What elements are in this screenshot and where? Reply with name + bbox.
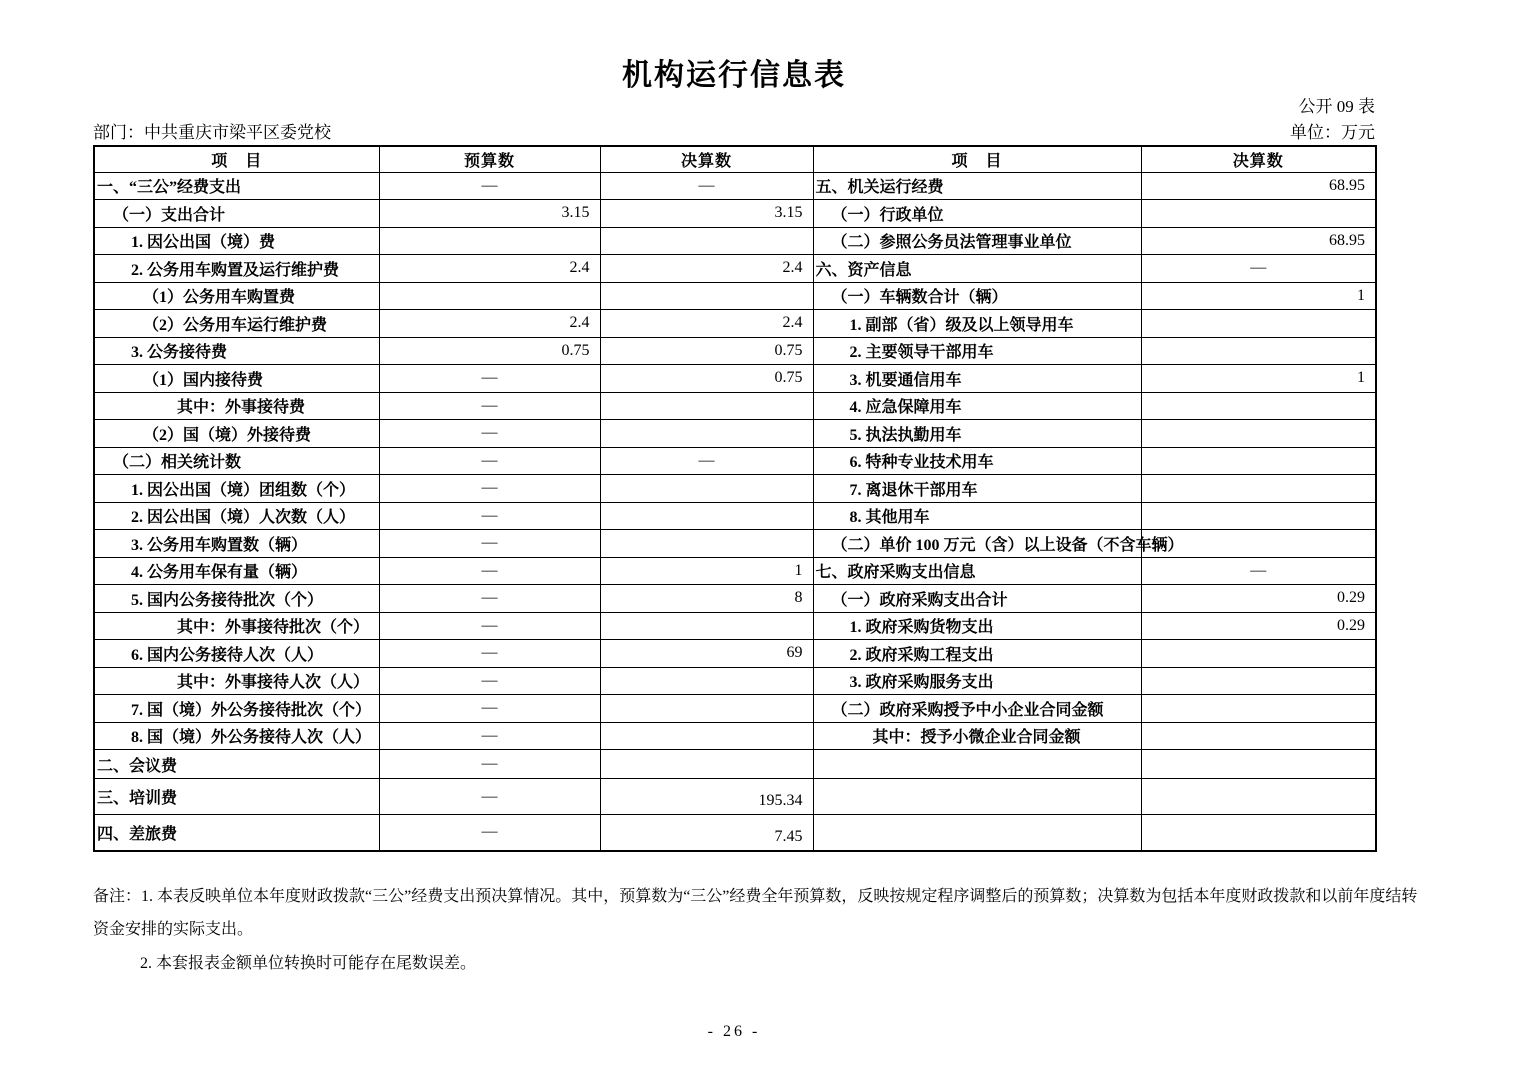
- item-cell-left: 1. 因公出国（境）费: [94, 227, 379, 255]
- table-row: [94, 557, 1376, 585]
- item-cell-right: （二）单价 100 万元（含）以上设备（不含车辆）: [813, 530, 1141, 558]
- final-value-cell-left: 2.4: [600, 255, 813, 283]
- item-cell-right: 5. 执法执勤用车: [813, 420, 1141, 448]
- final-value-cell-left: —: [600, 447, 813, 475]
- table-row: [94, 282, 1376, 310]
- item-cell-left: （1）公务用车购置费: [94, 282, 379, 310]
- item-cell-left: 8. 国（境）外公务接待人次（人）: [94, 722, 379, 750]
- table-row: [94, 779, 1376, 815]
- budget-value-cell: —: [379, 172, 600, 200]
- item-cell-left: 其中：外事接待批次（个）: [94, 612, 379, 640]
- note-line-3: 2. 本套报表金额单位转换时可能存在尾数误差。: [140, 955, 477, 972]
- unit-label: 单位：万元: [1290, 123, 1375, 142]
- header-row: [94, 146, 1376, 172]
- item-cell-left: （1）国内接待费: [94, 365, 379, 393]
- note-line-1: 备注：1. 本表反映单位本年度财政拨款“三公”经费支出预决算情况。其中，预算数为“三公”经费全年预算数，反映按规定程序调整后的预算数；决算数为包括本年度财政拨款和以前年度结转: [93, 888, 1418, 905]
- budget-value-cell: [379, 227, 600, 255]
- item-cell-right: [813, 815, 1141, 851]
- budget-value-cell: —: [379, 695, 600, 723]
- note-line-2: 资金安排的实际支出。: [93, 921, 254, 938]
- item-cell-right: 3. 机要通信用车: [813, 365, 1141, 393]
- item-cell-right: 其中：授予小微企业合同金额: [813, 722, 1141, 750]
- final-value-cell-right: [1141, 392, 1376, 420]
- table-row: [94, 667, 1376, 695]
- page-title: 机构运行信息表: [622, 59, 846, 92]
- item-cell-right: （二）政府采购授予中小企业合同金额: [813, 695, 1141, 723]
- item-cell-left: （2）国（境）外接待费: [94, 420, 379, 448]
- final-value-cell-left: 0.75: [600, 337, 813, 365]
- item-cell-right: [813, 750, 1141, 779]
- budget-value-cell: —: [379, 475, 600, 503]
- item-cell-left: （二）相关统计数: [94, 447, 379, 475]
- final-value-cell-left: 3.15: [600, 200, 813, 228]
- item-cell-left: 2. 公务用车购置及运行维护费: [94, 255, 379, 283]
- final-value-cell-left: [600, 227, 813, 255]
- item-cell-right: 6. 特种专业技术用车: [813, 447, 1141, 475]
- item-cell-right: （一）车辆数合计（辆）: [813, 282, 1141, 310]
- final-value-cell-left: [600, 392, 813, 420]
- table-row: [94, 585, 1376, 613]
- final-value-cell-left: [600, 420, 813, 448]
- table-row: [94, 722, 1376, 750]
- table-row: [94, 365, 1376, 393]
- item-cell-right: 七、政府采购支出信息: [813, 557, 1141, 585]
- budget-value-cell: —: [379, 612, 600, 640]
- final-value-cell-left: 0.75: [600, 365, 813, 393]
- budget-value-cell: 2.4: [379, 255, 600, 283]
- header-item-left: 项 目: [94, 146, 379, 172]
- final-value-cell-right: [1141, 722, 1376, 750]
- table-row: [94, 420, 1376, 448]
- final-value-cell-right: 0.29: [1141, 585, 1376, 613]
- item-cell-left: 3. 公务接待费: [94, 337, 379, 365]
- budget-value-cell: 2.4: [379, 310, 600, 338]
- budget-value-cell: —: [379, 667, 600, 695]
- table-body: [94, 172, 1376, 851]
- item-cell-left: 5. 国内公务接待批次（个）: [94, 585, 379, 613]
- final-value-cell-right: [1141, 779, 1376, 815]
- item-cell-right: 2. 主要领导干部用车: [813, 337, 1141, 365]
- item-cell-right: 五、机关运行经费: [813, 172, 1141, 200]
- item-cell-right: 1. 副部（省）级及以上领导用车: [813, 310, 1141, 338]
- final-value-cell-right: [1141, 420, 1376, 448]
- notes: [93, 880, 1453, 980]
- item-cell-left: 四、差旅费: [94, 815, 379, 851]
- table-row: [94, 475, 1376, 503]
- final-value-cell-right: [1141, 447, 1376, 475]
- item-cell-left: 二、会议费: [94, 750, 379, 779]
- final-value-cell-left: [600, 530, 813, 558]
- final-value-cell-right: 1: [1141, 282, 1376, 310]
- budget-value-cell: —: [379, 722, 600, 750]
- final-value-cell-right: 0.29: [1141, 612, 1376, 640]
- final-value-cell-left: [600, 667, 813, 695]
- table-header: [94, 146, 1376, 172]
- item-cell-right: （二）参照公务员法管理事业单位: [813, 227, 1141, 255]
- table-row: [94, 502, 1376, 530]
- budget-value-cell: —: [379, 750, 600, 779]
- budget-value-cell: —: [379, 420, 600, 448]
- item-cell-left: 1. 因公出国（境）团组数（个）: [94, 475, 379, 503]
- final-value-cell-right: 68.95: [1141, 172, 1376, 200]
- final-value-cell-left: —: [600, 172, 813, 200]
- table-row: [94, 447, 1376, 475]
- budget-value-cell: —: [379, 392, 600, 420]
- budget-value-cell: —: [379, 502, 600, 530]
- table-row: [94, 612, 1376, 640]
- final-value-cell-right: [1141, 200, 1376, 228]
- final-value-cell-left: 1: [600, 557, 813, 585]
- item-cell-right: 8. 其他用车: [813, 502, 1141, 530]
- item-cell-right: 7. 离退休干部用车: [813, 475, 1141, 503]
- final-value-cell-left: 2.4: [600, 310, 813, 338]
- budget-value-cell: 3.15: [379, 200, 600, 228]
- final-value-cell-left: 7.45: [600, 815, 813, 851]
- table-row: [94, 255, 1376, 283]
- final-value-cell-left: [600, 722, 813, 750]
- final-value-cell-right: [1141, 310, 1376, 338]
- operation-info-table: [93, 145, 1377, 852]
- department-label: 部门：中共重庆市梁平区委党校: [93, 123, 331, 142]
- item-cell-right: 1. 政府采购货物支出: [813, 612, 1141, 640]
- header-item-right: 项 目: [813, 146, 1141, 172]
- form-code: 公开 09 表: [1298, 97, 1375, 116]
- final-value-cell-left: [600, 612, 813, 640]
- item-cell-left: 7. 国（境）外公务接待批次（个）: [94, 695, 379, 723]
- header-final-right: 决算数: [1141, 146, 1376, 172]
- table-row: [94, 337, 1376, 365]
- table-row: [94, 695, 1376, 723]
- item-cell-left: （2）公务用车运行维护费: [94, 310, 379, 338]
- final-value-cell-right: —: [1141, 255, 1376, 283]
- budget-value-cell: —: [379, 585, 600, 613]
- budget-value-cell: —: [379, 447, 600, 475]
- page-number: - 26 -: [707, 1023, 761, 1040]
- table-row: [94, 640, 1376, 668]
- table-row: [94, 750, 1376, 779]
- final-value-cell-left: [600, 695, 813, 723]
- budget-value-cell: [379, 282, 600, 310]
- final-value-cell-right: —: [1141, 557, 1376, 585]
- final-value-cell-left: [600, 502, 813, 530]
- item-cell-left: （一）支出合计: [94, 200, 379, 228]
- table-row: [94, 530, 1376, 558]
- budget-value-cell: —: [379, 557, 600, 585]
- table-row: [94, 815, 1376, 851]
- item-cell-right: 六、资产信息: [813, 255, 1141, 283]
- item-cell-right: 2. 政府采购工程支出: [813, 640, 1141, 668]
- table-row: [94, 227, 1376, 255]
- item-cell-right: [813, 779, 1141, 815]
- final-value-cell-left: 8: [600, 585, 813, 613]
- budget-value-cell: —: [379, 530, 600, 558]
- final-value-cell-right: 68.95: [1141, 227, 1376, 255]
- item-cell-right: （一）政府采购支出合计: [813, 585, 1141, 613]
- item-cell-left: 一、“三公”经费支出: [94, 172, 379, 200]
- final-value-cell-left: [600, 282, 813, 310]
- final-value-cell-right: [1141, 502, 1376, 530]
- final-value-cell-right: [1141, 695, 1376, 723]
- item-cell-right: 3. 政府采购服务支出: [813, 667, 1141, 695]
- header-budget: 预算数: [379, 146, 600, 172]
- table-row: [94, 172, 1376, 200]
- final-value-cell-right: [1141, 337, 1376, 365]
- final-value-cell-right: [1141, 667, 1376, 695]
- budget-value-cell: —: [379, 779, 600, 815]
- item-cell-left: 其中：外事接待人次（人）: [94, 667, 379, 695]
- item-cell-left: 4. 公务用车保有量（辆）: [94, 557, 379, 585]
- meta-row: [93, 118, 1375, 143]
- final-value-cell-right: [1141, 640, 1376, 668]
- final-value-cell-right: [1141, 750, 1376, 779]
- table-row: [94, 310, 1376, 338]
- table-row: [94, 392, 1376, 420]
- final-value-cell-left: 195.34: [600, 779, 813, 815]
- final-value-cell-right: [1141, 815, 1376, 851]
- budget-value-cell: —: [379, 365, 600, 393]
- item-cell-left: 其中：外事接待费: [94, 392, 379, 420]
- item-cell-right: （一）行政单位: [813, 200, 1141, 228]
- item-cell-left: 2. 因公出国（境）人次数（人）: [94, 502, 379, 530]
- table-row: [94, 200, 1376, 228]
- final-value-cell-left: 69: [600, 640, 813, 668]
- item-cell-left: 3. 公务用车购置数（辆）: [94, 530, 379, 558]
- item-cell-right: 4. 应急保障用车: [813, 392, 1141, 420]
- budget-value-cell: —: [379, 640, 600, 668]
- header-final-left: 决算数: [600, 146, 813, 172]
- budget-value-cell: —: [379, 815, 600, 851]
- final-value-cell-left: [600, 750, 813, 779]
- final-value-cell-right: 1: [1141, 365, 1376, 393]
- item-cell-left: 6. 国内公务接待人次（人）: [94, 640, 379, 668]
- final-value-cell-right: [1141, 475, 1376, 503]
- budget-value-cell: 0.75: [379, 337, 600, 365]
- item-cell-left: 三、培训费: [94, 779, 379, 815]
- final-value-cell-left: [600, 475, 813, 503]
